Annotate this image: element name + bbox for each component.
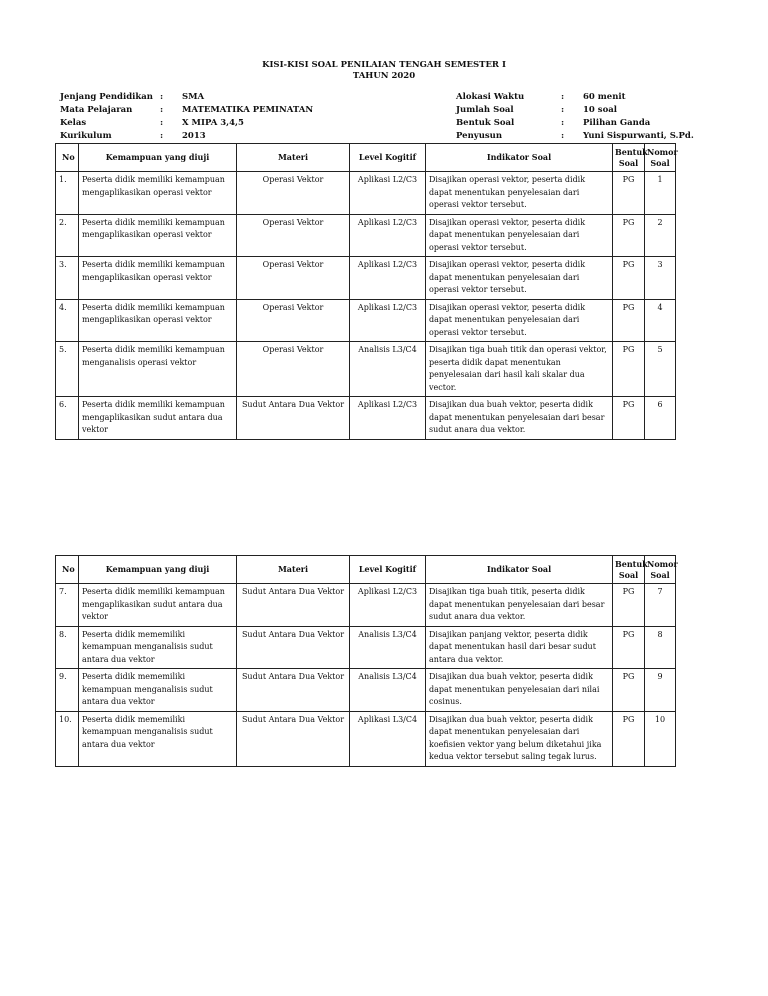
meta-colon: : [561, 131, 565, 141]
cell-indikator: Disajikan operasi vektor, peserta didik dapat menentukan penyelesaian dari operasi vektor tersebut. [426, 299, 613, 342]
cell-bentuk: PG [613, 669, 645, 712]
table-row [56, 172, 676, 215]
meta-value: 2013 [182, 131, 206, 141]
table-row [56, 711, 676, 766]
meta-left [58, 90, 315, 144]
cell-no: 1. [56, 172, 79, 215]
cell-level: Aplikasi L2/C3 [350, 397, 426, 440]
cell-kemampuan: Peserta didik mememiliki kemampuan menganalisis sudut antara dua vektor [79, 669, 237, 712]
meta-colon: : [160, 92, 164, 102]
header-no: No [56, 144, 79, 172]
cell-bentuk: PG [613, 299, 645, 342]
cell-kemampuan: Peserta didik memiliki kemampuan mengaplikasikan operasi vektor [79, 172, 237, 215]
cell-no: 8. [56, 626, 79, 669]
cell-nomor: 7 [645, 584, 676, 627]
meta-colon: : [561, 118, 565, 128]
header-materi: Materi [237, 144, 350, 172]
cell-materi: Operasi Vektor [237, 172, 350, 215]
document-title: KISI-KISI SOAL PENILAIAN TENGAH SEMESTER I [262, 60, 506, 70]
cell-materi: Sudut Antara Dua Vektor [237, 397, 350, 440]
table-row [56, 342, 676, 397]
document-year: TAHUN 2020 [352, 71, 416, 81]
header-kemampuan: Kemampuan yang diuji [79, 144, 237, 172]
cell-materi: Sudut Antara Dua Vektor [237, 711, 350, 766]
meta-value: X MIPA 3,4,5 [182, 118, 244, 128]
cell-level: Aplikasi L2/C3 [350, 172, 426, 215]
cell-kemampuan: Peserta didik mememiliki kemampuan menganalisis sudut antara dua vektor [79, 711, 237, 766]
meta-row [456, 118, 694, 129]
cell-indikator: Disajikan operasi vektor, peserta didik dapat menentukan penyelesaian dari operasi vektor tersebut. [426, 257, 613, 300]
meta-row [60, 105, 313, 116]
cell-level: Analisis L3/C4 [350, 342, 426, 397]
cell-bentuk: PG [613, 584, 645, 627]
table-row [56, 214, 676, 257]
header-level: Level Kogitif [350, 144, 426, 172]
cell-bentuk: PG [613, 172, 645, 215]
meta-label: Kurikulum [60, 131, 112, 141]
kisi-table-2 [55, 555, 676, 767]
meta-value: Pilihan Ganda [583, 118, 651, 128]
header-indikator: Indikator Soal [426, 556, 613, 584]
cell-nomor: 10 [645, 711, 676, 766]
cell-indikator: Disajikan tiga buah titik, peserta didik dapat menentukan penyelesaian dari besar sudut anara dua vektor. [426, 584, 613, 627]
cell-materi: Operasi Vektor [237, 214, 350, 257]
cell-materi: Operasi Vektor [237, 342, 350, 397]
meta-value: 60 menit [583, 92, 626, 102]
meta-value: SMA [182, 92, 205, 102]
table-row [56, 626, 676, 669]
meta-colon: : [561, 92, 565, 102]
meta-label: Penyusun [456, 131, 503, 141]
cell-kemampuan: Peserta didik memiliki kemampuan mengaplikasikan sudut antara dua vektor [79, 397, 237, 440]
table-row [56, 669, 676, 712]
cell-no: 5. [56, 342, 79, 397]
cell-no: 2. [56, 214, 79, 257]
cell-level: Aplikasi L2/C3 [350, 214, 426, 257]
cell-indikator: Disajikan panjang vektor, peserta didik dapat menentukan hasil dari besar sudut antara dua vektor. [426, 626, 613, 669]
header-materi: Materi [237, 556, 350, 584]
cell-materi: Sudut Antara Dua Vektor [237, 584, 350, 627]
cell-kemampuan: Peserta didik memiliki kemampuan mengaplikasikan operasi vektor [79, 257, 237, 300]
cell-nomor: 1 [645, 172, 676, 215]
cell-level: Aplikasi L2/C3 [350, 257, 426, 300]
cell-bentuk: PG [613, 397, 645, 440]
cell-nomor: 5 [645, 342, 676, 397]
cell-indikator: Disajikan dua buah vektor, peserta didik dapat menentukan penyelesaian dari koefisien vektor yang belum diketahui jika kedua vektor tersebut saling tegak lurus. [426, 711, 613, 766]
cell-nomor: 8 [645, 626, 676, 669]
cell-no: 9. [56, 669, 79, 712]
table-header-row [56, 556, 676, 584]
meta-row [456, 105, 694, 116]
meta-value: 10 soal [583, 105, 617, 115]
meta-row [60, 118, 313, 129]
meta-row [60, 131, 313, 142]
cell-bentuk: PG [613, 711, 645, 766]
meta-label: Jenjang Pendidikan [60, 92, 153, 102]
table-row [56, 257, 676, 300]
meta-value: Yuni Sispurwanti, S.Pd. [583, 131, 694, 141]
meta-colon: : [160, 131, 164, 141]
cell-level: Analisis L3/C4 [350, 626, 426, 669]
header-no: No [56, 556, 79, 584]
header-indikator: Indikator Soal [426, 144, 613, 172]
cell-indikator: Disajikan tiga buah titik dan operasi vektor, peserta didik dapat menentukan penyelesaian dari hasil kali skalar dua vector. [426, 342, 613, 397]
meta-label: Jumlah Soal [456, 105, 514, 115]
cell-level: Aplikasi L2/C3 [350, 584, 426, 627]
cell-level: Analisis L3/C4 [350, 669, 426, 712]
cell-materi: Sudut Antara Dua Vektor [237, 669, 350, 712]
header-nomor: Nomor Soal [645, 556, 676, 584]
cell-bentuk: PG [613, 214, 645, 257]
cell-materi: Operasi Vektor [237, 257, 350, 300]
table-row [56, 584, 676, 627]
kisi-table-1 [55, 143, 676, 440]
cell-bentuk: PG [613, 342, 645, 397]
cell-indikator: Disajikan dua buah vektor, peserta didik dapat menentukan penyelesaian dari nilai cosinus. [426, 669, 613, 712]
meta-label: Mata Pelajaran [60, 105, 133, 115]
meta-label: Bentuk Soal [456, 118, 515, 128]
meta-row [60, 92, 313, 103]
cell-level: Aplikasi L2/C3 [350, 299, 426, 342]
cell-bentuk: PG [613, 257, 645, 300]
cell-kemampuan: Peserta didik memiliki kemampuan menganalisis operasi vektor [79, 342, 237, 397]
cell-indikator: Disajikan operasi vektor, peserta didik dapat menentukan penyelesaian dari operasi vektor tersebut. [426, 214, 613, 257]
cell-nomor: 9 [645, 669, 676, 712]
cell-no: 3. [56, 257, 79, 300]
header-kemampuan: Kemampuan yang diuji [79, 556, 237, 584]
meta-value: MATEMATIKA PEMINATAN [182, 105, 314, 115]
meta-label: Kelas [60, 118, 87, 128]
cell-kemampuan: Peserta didik mememiliki kemampuan menganalisis sudut antara dua vektor [79, 626, 237, 669]
table-header-row [56, 144, 676, 172]
meta-colon: : [561, 105, 565, 115]
cell-indikator: Disajikan dua buah vektor, peserta didik dapat menentukan penyelesaian dari besar sudut anara dua vektor. [426, 397, 613, 440]
cell-kemampuan: Peserta didik memiliki kemampuan mengaplikasikan sudut antara dua vektor [79, 584, 237, 627]
cell-indikator: Disajikan operasi vektor, peserta didik dapat menentukan penyelesaian dari operasi vektor tersebut. [426, 172, 613, 215]
cell-materi: Sudut Antara Dua Vektor [237, 626, 350, 669]
cell-kemampuan: Peserta didik memiliki kemampuan mengaplikasikan operasi vektor [79, 299, 237, 342]
cell-nomor: 4 [645, 299, 676, 342]
meta-colon: : [160, 118, 164, 128]
table-row [56, 299, 676, 342]
cell-nomor: 6 [645, 397, 676, 440]
cell-no: 6. [56, 397, 79, 440]
cell-no: 4. [56, 299, 79, 342]
cell-nomor: 3 [645, 257, 676, 300]
header-bentuk: Bentuk Soal [613, 556, 645, 584]
cell-kemampuan: Peserta didik memiliki kemampuan mengaplikasikan operasi vektor [79, 214, 237, 257]
meta-colon: : [160, 105, 164, 115]
cell-bentuk: PG [613, 626, 645, 669]
meta-row [456, 131, 694, 142]
table-row [56, 397, 676, 440]
header-nomor: Nomor Soal [645, 144, 676, 172]
header-level: Level Kogitif [350, 556, 426, 584]
cell-level: Aplikasi L3/C4 [350, 711, 426, 766]
cell-materi: Operasi Vektor [237, 299, 350, 342]
cell-no: 7. [56, 584, 79, 627]
meta-label: Alokasi Waktu [456, 92, 525, 102]
cell-nomor: 2 [645, 214, 676, 257]
cell-no: 10. [56, 711, 79, 766]
meta-right [454, 90, 696, 144]
meta-row [456, 92, 694, 103]
header-bentuk: Bentuk Soal [613, 144, 645, 172]
